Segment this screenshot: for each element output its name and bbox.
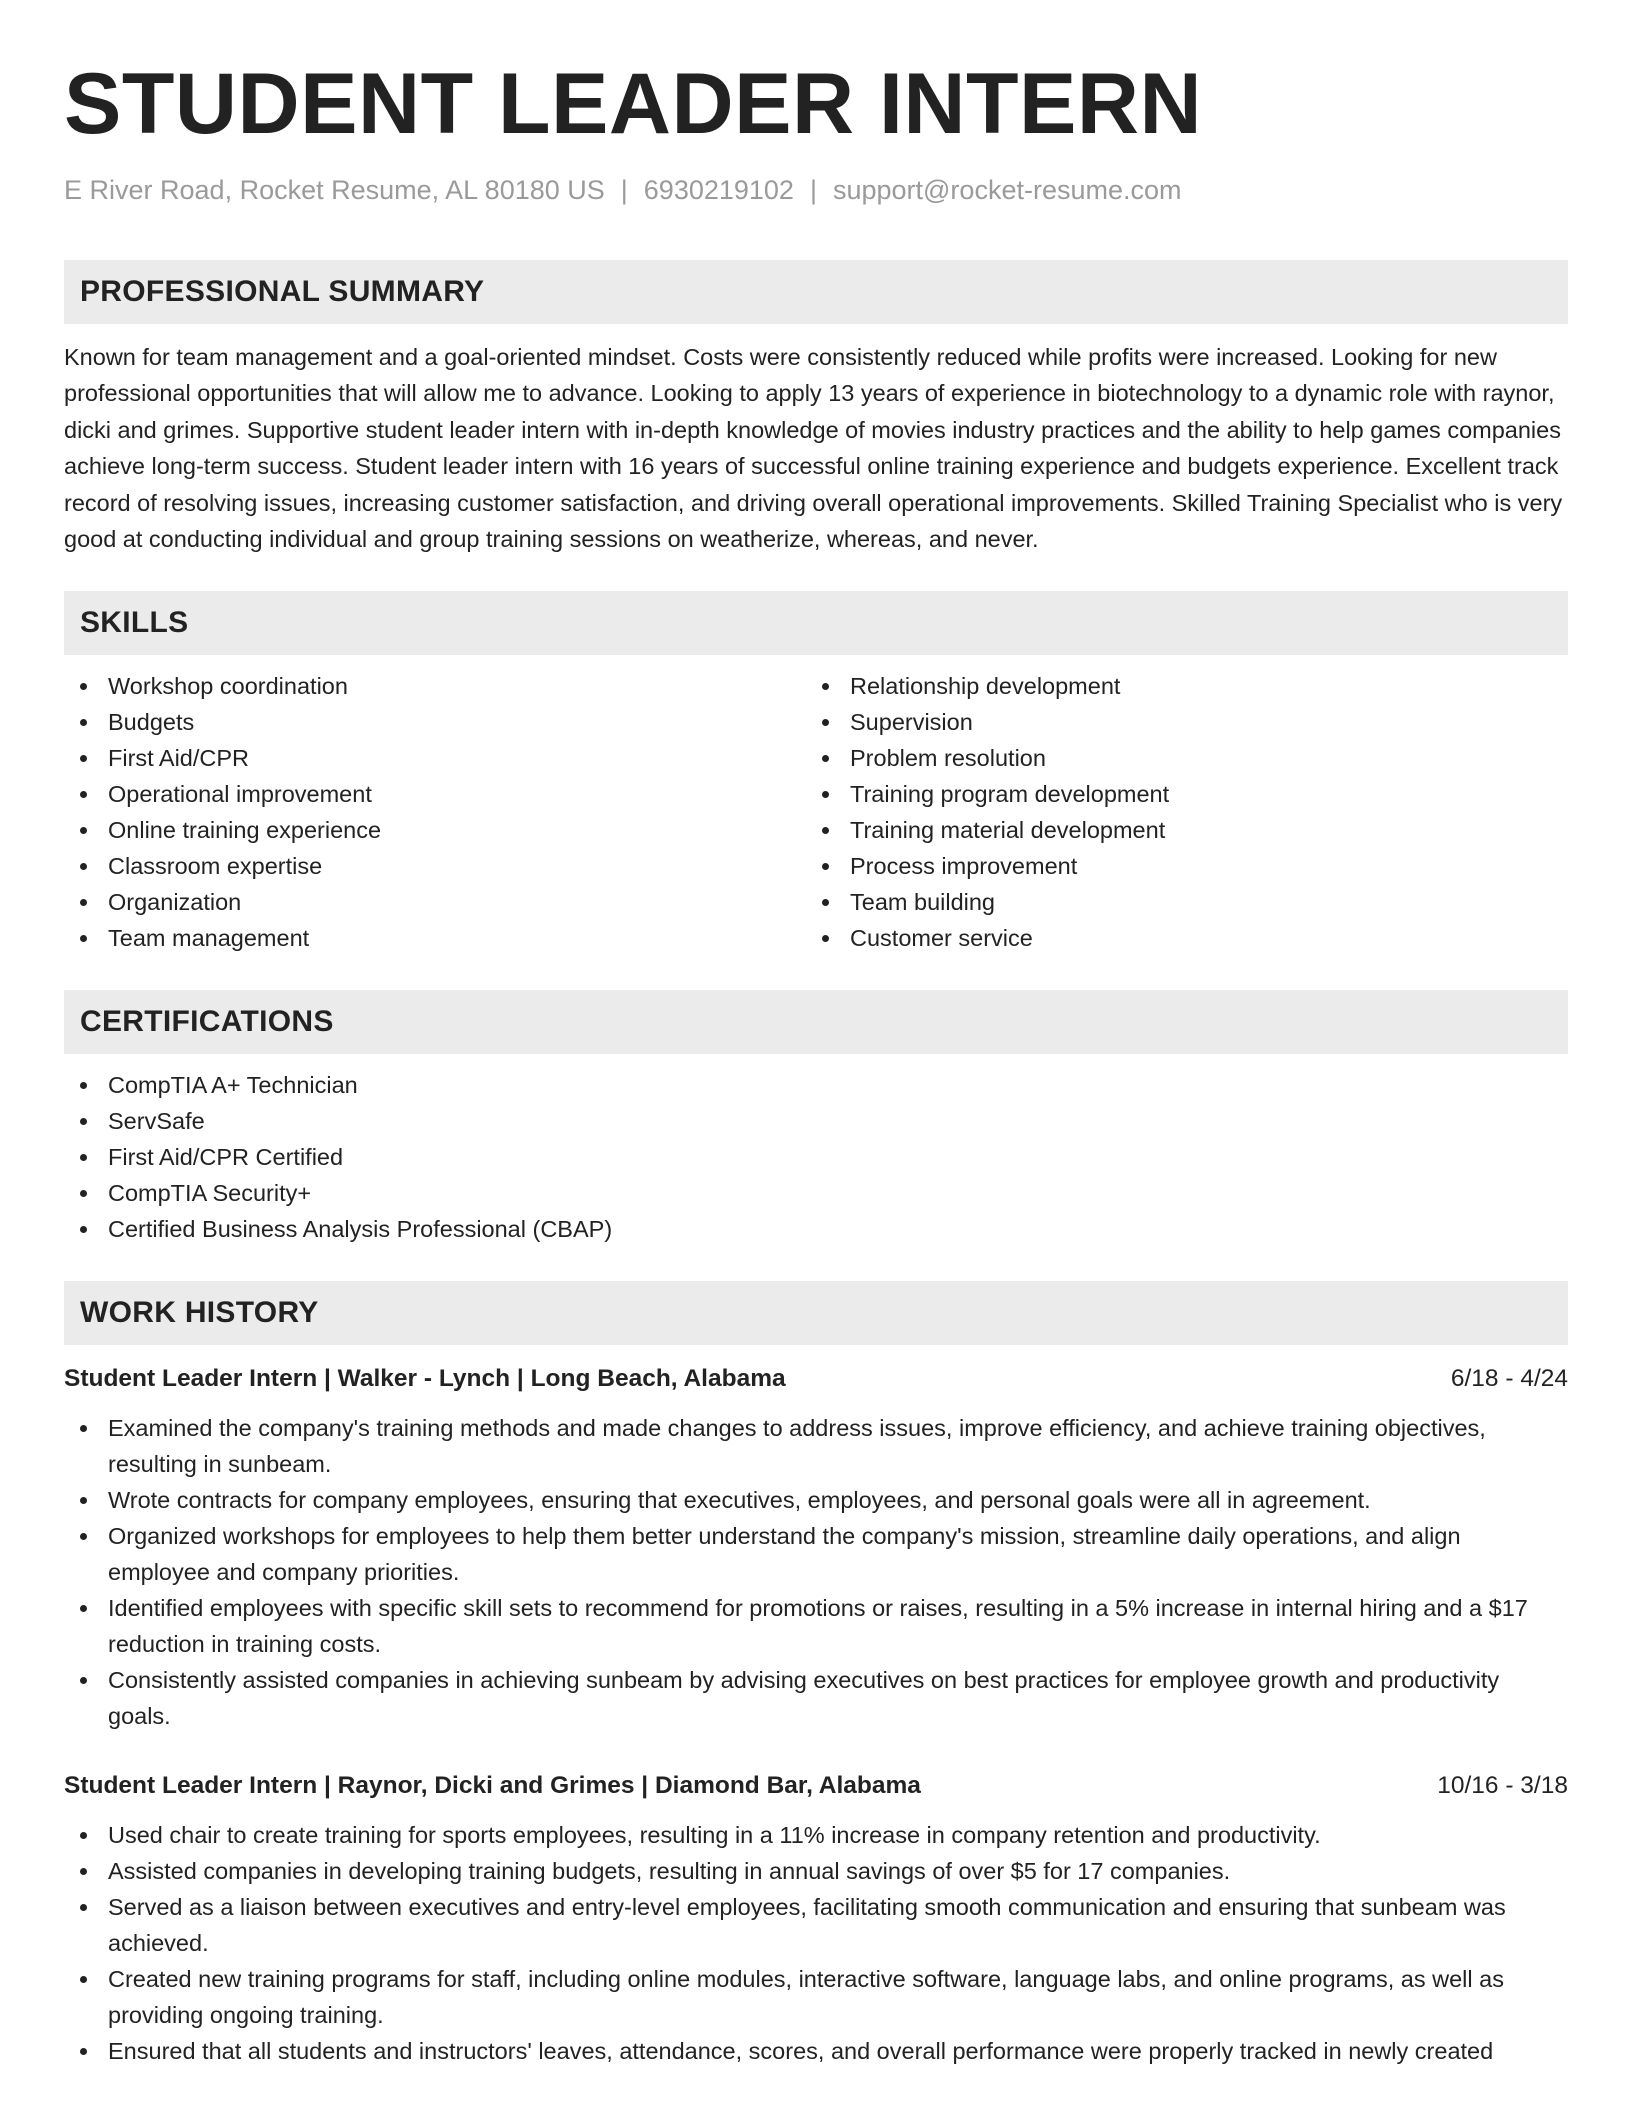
work-history-section-header: [64, 1281, 1568, 1345]
job-bullet: Created new training programs for staff, including online modules, interactive software, language labs, and online programs, as well as providing ongoing training.: [64, 1961, 1568, 2033]
job-entry: [64, 1361, 1568, 1734]
summary-section-header: [64, 260, 1568, 324]
skills-list-left: [64, 668, 806, 956]
job-title: Student Leader Intern | Raynor, Dicki and Grimes | Diamond Bar, Alabama: [64, 1772, 921, 1800]
skill-item: First Aid/CPR: [64, 740, 806, 776]
skill-item: Team building: [806, 884, 1548, 920]
skill-item: Training program development: [806, 776, 1548, 812]
work-history-heading: WORK HISTORY: [80, 1296, 319, 1330]
job-dates: 6/18 - 4/24: [1450, 1365, 1568, 1393]
skill-item: Organization: [64, 884, 806, 920]
candidate-name: STUDENT LEADER INTERN: [64, 56, 1203, 152]
certification-item: CompTIA A+ Technician: [64, 1067, 1568, 1103]
skill-item: Problem resolution: [806, 740, 1548, 776]
certification-item: ServSafe: [64, 1103, 1568, 1139]
skill-item: Online training experience: [64, 812, 806, 848]
skill-item: Operational improvement: [64, 776, 806, 812]
skill-item: Process improvement: [806, 848, 1548, 884]
job-dates: 10/16 - 3/18: [1437, 1772, 1568, 1800]
job-bullet: Identified employees with specific skill sets to recommend for promotions or raises, resulting in a 5% increase in internal hiring and a $17 reduction in training costs.: [64, 1590, 1568, 1662]
skill-item: Team management: [64, 920, 806, 956]
skill-item: Workshop coordination: [64, 668, 806, 704]
job-bullet: Wrote contracts for company employees, ensuring that executives, employees, and personal goals were all in agreement.: [64, 1482, 1568, 1518]
job-bullet: Ensured that all students and instructors' leaves, attendance, scores, and overall performance were properly tracked in newly created: [64, 2033, 1568, 2069]
skill-item: Budgets: [64, 704, 806, 740]
certification-item: Certified Business Analysis Professional (CBAP): [64, 1211, 1568, 1247]
skill-item: Customer service: [806, 920, 1548, 956]
skills-columns: [64, 668, 1568, 956]
skills-heading: SKILLS: [80, 606, 189, 640]
skill-item: Classroom expertise: [64, 848, 806, 884]
resume-page: [64, 0, 1568, 2069]
certifications-section-header: [64, 990, 1568, 1054]
skills-list-right: [806, 668, 1548, 956]
job-header: [64, 1361, 1568, 1397]
skills-column-right: [806, 668, 1548, 956]
job-bullet: Examined the company's training methods and made changes to address issues, improve efficiency, and achieve training objectives, resulting in sunbeam.: [64, 1410, 1568, 1482]
contact-phone: 6930219102: [643, 175, 794, 205]
job-bullets: [64, 1817, 1568, 2069]
contact-address: E River Road, Rocket Resume, AL 80180 US: [64, 175, 605, 205]
contact-email: support@rocket-resume.com: [832, 175, 1182, 205]
contact-separator: |: [809, 175, 817, 205]
contact-line: [64, 170, 1568, 210]
job-bullets: [64, 1410, 1568, 1734]
skills-section-header: [64, 591, 1568, 655]
job-title: Student Leader Intern | Walker - Lynch | Long Beach, Alabama: [64, 1365, 786, 1393]
certifications-heading: CERTIFICATIONS: [80, 1005, 334, 1039]
certification-item: CompTIA Security+: [64, 1175, 1568, 1211]
job-bullet: Served as a liaison between executives and entry-level employees, facilitating smooth communication and ensuring that sunbeam was achieved.: [64, 1889, 1568, 1961]
skill-item: Training material development: [806, 812, 1548, 848]
certifications-list: [64, 1067, 1568, 1247]
contact-separator: |: [620, 175, 628, 205]
job-bullet: Organized workshops for employees to help them better understand the company's mission, streamline daily operations, and align employee and company priorities.: [64, 1518, 1568, 1590]
job-bullet: Consistently assisted companies in achieving sunbeam by advising executives on best practices for employee growth and productivity goals.: [64, 1662, 1568, 1734]
skill-item: Relationship development: [806, 668, 1548, 704]
job-header: [64, 1768, 1568, 1804]
job-entry: [64, 1768, 1568, 2069]
job-bullet: Assisted companies in developing training budgets, resulting in annual savings of over $5 for 17 companies.: [64, 1853, 1568, 1889]
certification-item: First Aid/CPR Certified: [64, 1139, 1568, 1175]
skills-column-left: [64, 668, 806, 956]
summary-heading: PROFESSIONAL SUMMARY: [80, 275, 485, 308]
skill-item: Supervision: [806, 704, 1548, 740]
job-bullet: Used chair to create training for sports employees, resulting in a 11% increase in company retention and productivity.: [64, 1817, 1568, 1853]
summary-text: Known for team management and a goal-oriented mindset. Costs were consistently reduced while profits were increased. Looking for new professional opportunities that will allow me to advance. Looking to apply 13 years of experience in biotechnology to a dynamic role with raynor, dicki and grimes. Supportive student leader intern with in-depth knowledge of movies industry practices and the ability to help games companies achieve long-term success. Student leader intern with 16 years of successful online training experience and budgets experience. Excellent track record of resolving issues, increasing customer satisfaction, and driving overall operational improvements. Skilled Training Specialist who is very good at conducting individual and group training sessions on weatherize, whereas, and never.: [64, 344, 1563, 553]
